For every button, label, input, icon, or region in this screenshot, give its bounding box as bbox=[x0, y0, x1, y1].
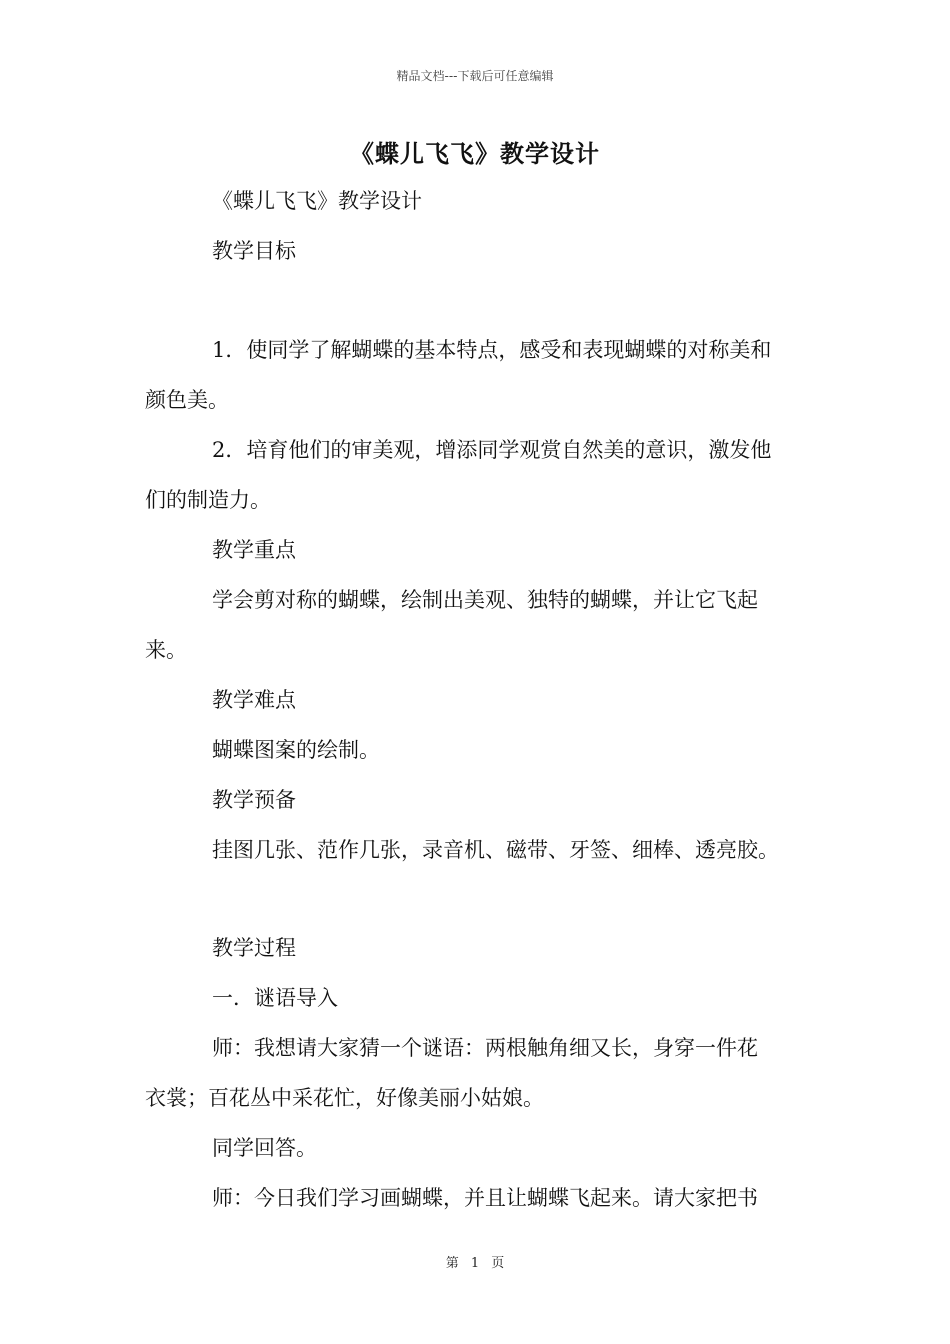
process-step-1-heading: 一．谜语导入 bbox=[212, 986, 338, 1010]
page-header: 精品文档---下载后可任意编辑 bbox=[396, 69, 554, 83]
subtitle-line: 《蝶儿飞飞》教学设计 bbox=[212, 189, 422, 213]
preparation-text: 挂图几张、范作几张，录音机、磁带、牙签、细棒、透亮胶。 bbox=[212, 838, 779, 862]
objective-2-line-2: 们的制造力。 bbox=[145, 488, 271, 512]
footer-prefix: 第 bbox=[445, 1256, 459, 1271]
students-answer: 同学回答。 bbox=[212, 1136, 317, 1160]
section-heading-process: 教学过程 bbox=[212, 936, 296, 960]
section-heading-objectives: 教学目标 bbox=[212, 239, 296, 263]
objective-2-line-1: 2．培育他们的审美观，增添同学观赏自然美的意识，激发他 bbox=[212, 438, 772, 462]
teacher-riddle-line-1: 师：我想请大家猜一个谜语：两根触角细又长，身穿一件花 bbox=[212, 1036, 758, 1060]
page-number: 1 bbox=[470, 1256, 480, 1271]
key-points-line-1: 学会剪对称的蝴蝶，绘制出美观、独特的蝴蝶，并让它飞起 bbox=[212, 588, 758, 612]
objective-1-line-2: 颜色美。 bbox=[145, 388, 229, 412]
teacher-riddle-line-2: 衣裳；百花丛中采花忙，好像美丽小姑娘。 bbox=[145, 1086, 544, 1110]
key-points-line-2: 来。 bbox=[145, 638, 187, 662]
page-footer bbox=[0, 1252, 950, 1271]
section-heading-preparation: 教学预备 bbox=[212, 788, 296, 812]
document-title: 《蝶儿飞飞》教学设计 bbox=[350, 139, 600, 168]
section-heading-difficulties: 教学难点 bbox=[212, 688, 296, 712]
footer-suffix: 页 bbox=[491, 1256, 505, 1271]
objective-1-line-1: 1．使同学了解蝴蝶的基本特点，感受和表现蝴蝶的对称美和 bbox=[212, 338, 772, 362]
difficulties-text: 蝴蝶图案的绘制。 bbox=[212, 738, 380, 762]
teacher-intro-line: 师：今日我们学习画蝴蝶，并且让蝴蝶飞起来。请大家把书 bbox=[212, 1186, 758, 1210]
section-heading-key-points: 教学重点 bbox=[212, 538, 296, 562]
